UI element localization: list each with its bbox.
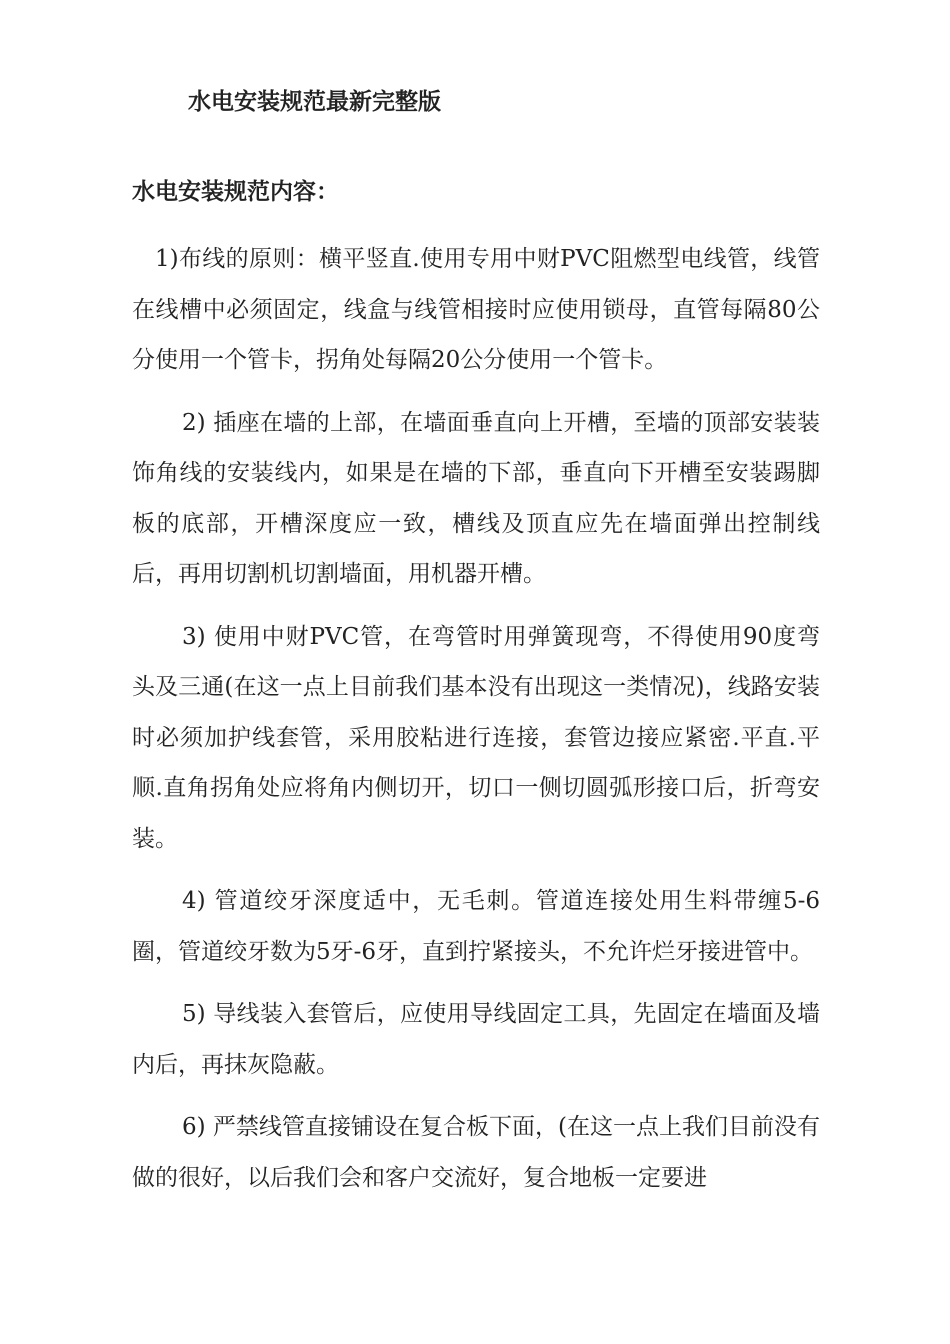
paragraph-2: 2) 插座在墙的上部，在墙面垂直向上开槽，至墙的顶部安装装饰角线的安装线内，如果是在墙的下部，垂直向下开槽至安装踢脚板的底部，开槽深度应一致，槽线及顶直应先在墙面弹出控制线后，再用切割机切割墙面，用机器开槽。 (132, 409, 820, 587)
section-heading: 水电安装规范内容： (132, 178, 339, 205)
paragraph-3: 3) 使用中财PVC管，在弯管时用弹簧现弯，不得使用90度弯头及三通(在这一点上目前我们基本没有出现这一类情况)，线路安装时必须加护线套管，采用胶粘进行连接，套管边接应紧密.平直.平顺.直角拐角处应将角内侧切开，切口一侧切圆弧形接口后，折弯安装。 (132, 623, 820, 852)
document-body (132, 234, 820, 1215)
document-title: 水电安装规范最新完整版 (188, 88, 441, 115)
paragraph-5: 5) 导线装入套管后，应使用导线固定工具，先固定在墙面及墙内后，再抹灰隐蔽。 (132, 1001, 820, 1078)
paragraph-1: 1)布线的原则：横平竖直.使用专用中财PVC阻燃型电线管，线管在线槽中必须固定，线盒与线管相接时应使用锁母，直管每隔80公分使用一个管卡，拐角处每隔20公分使用一个管卡。 (132, 246, 820, 373)
paragraph-4: 4) 管道绞牙深度适中，无毛刺。管道连接处用生料带缠5-6圈，管道绞牙数为5牙-6牙，直到拧紧接头，不允许烂牙接进管中。 (132, 888, 820, 965)
paragraph-6: 6) 严禁线管直接铺设在复合板下面，(在这一点上我们目前没有做的很好，以后我们会和客户交流好，复合地板一定要进 (132, 1114, 820, 1191)
